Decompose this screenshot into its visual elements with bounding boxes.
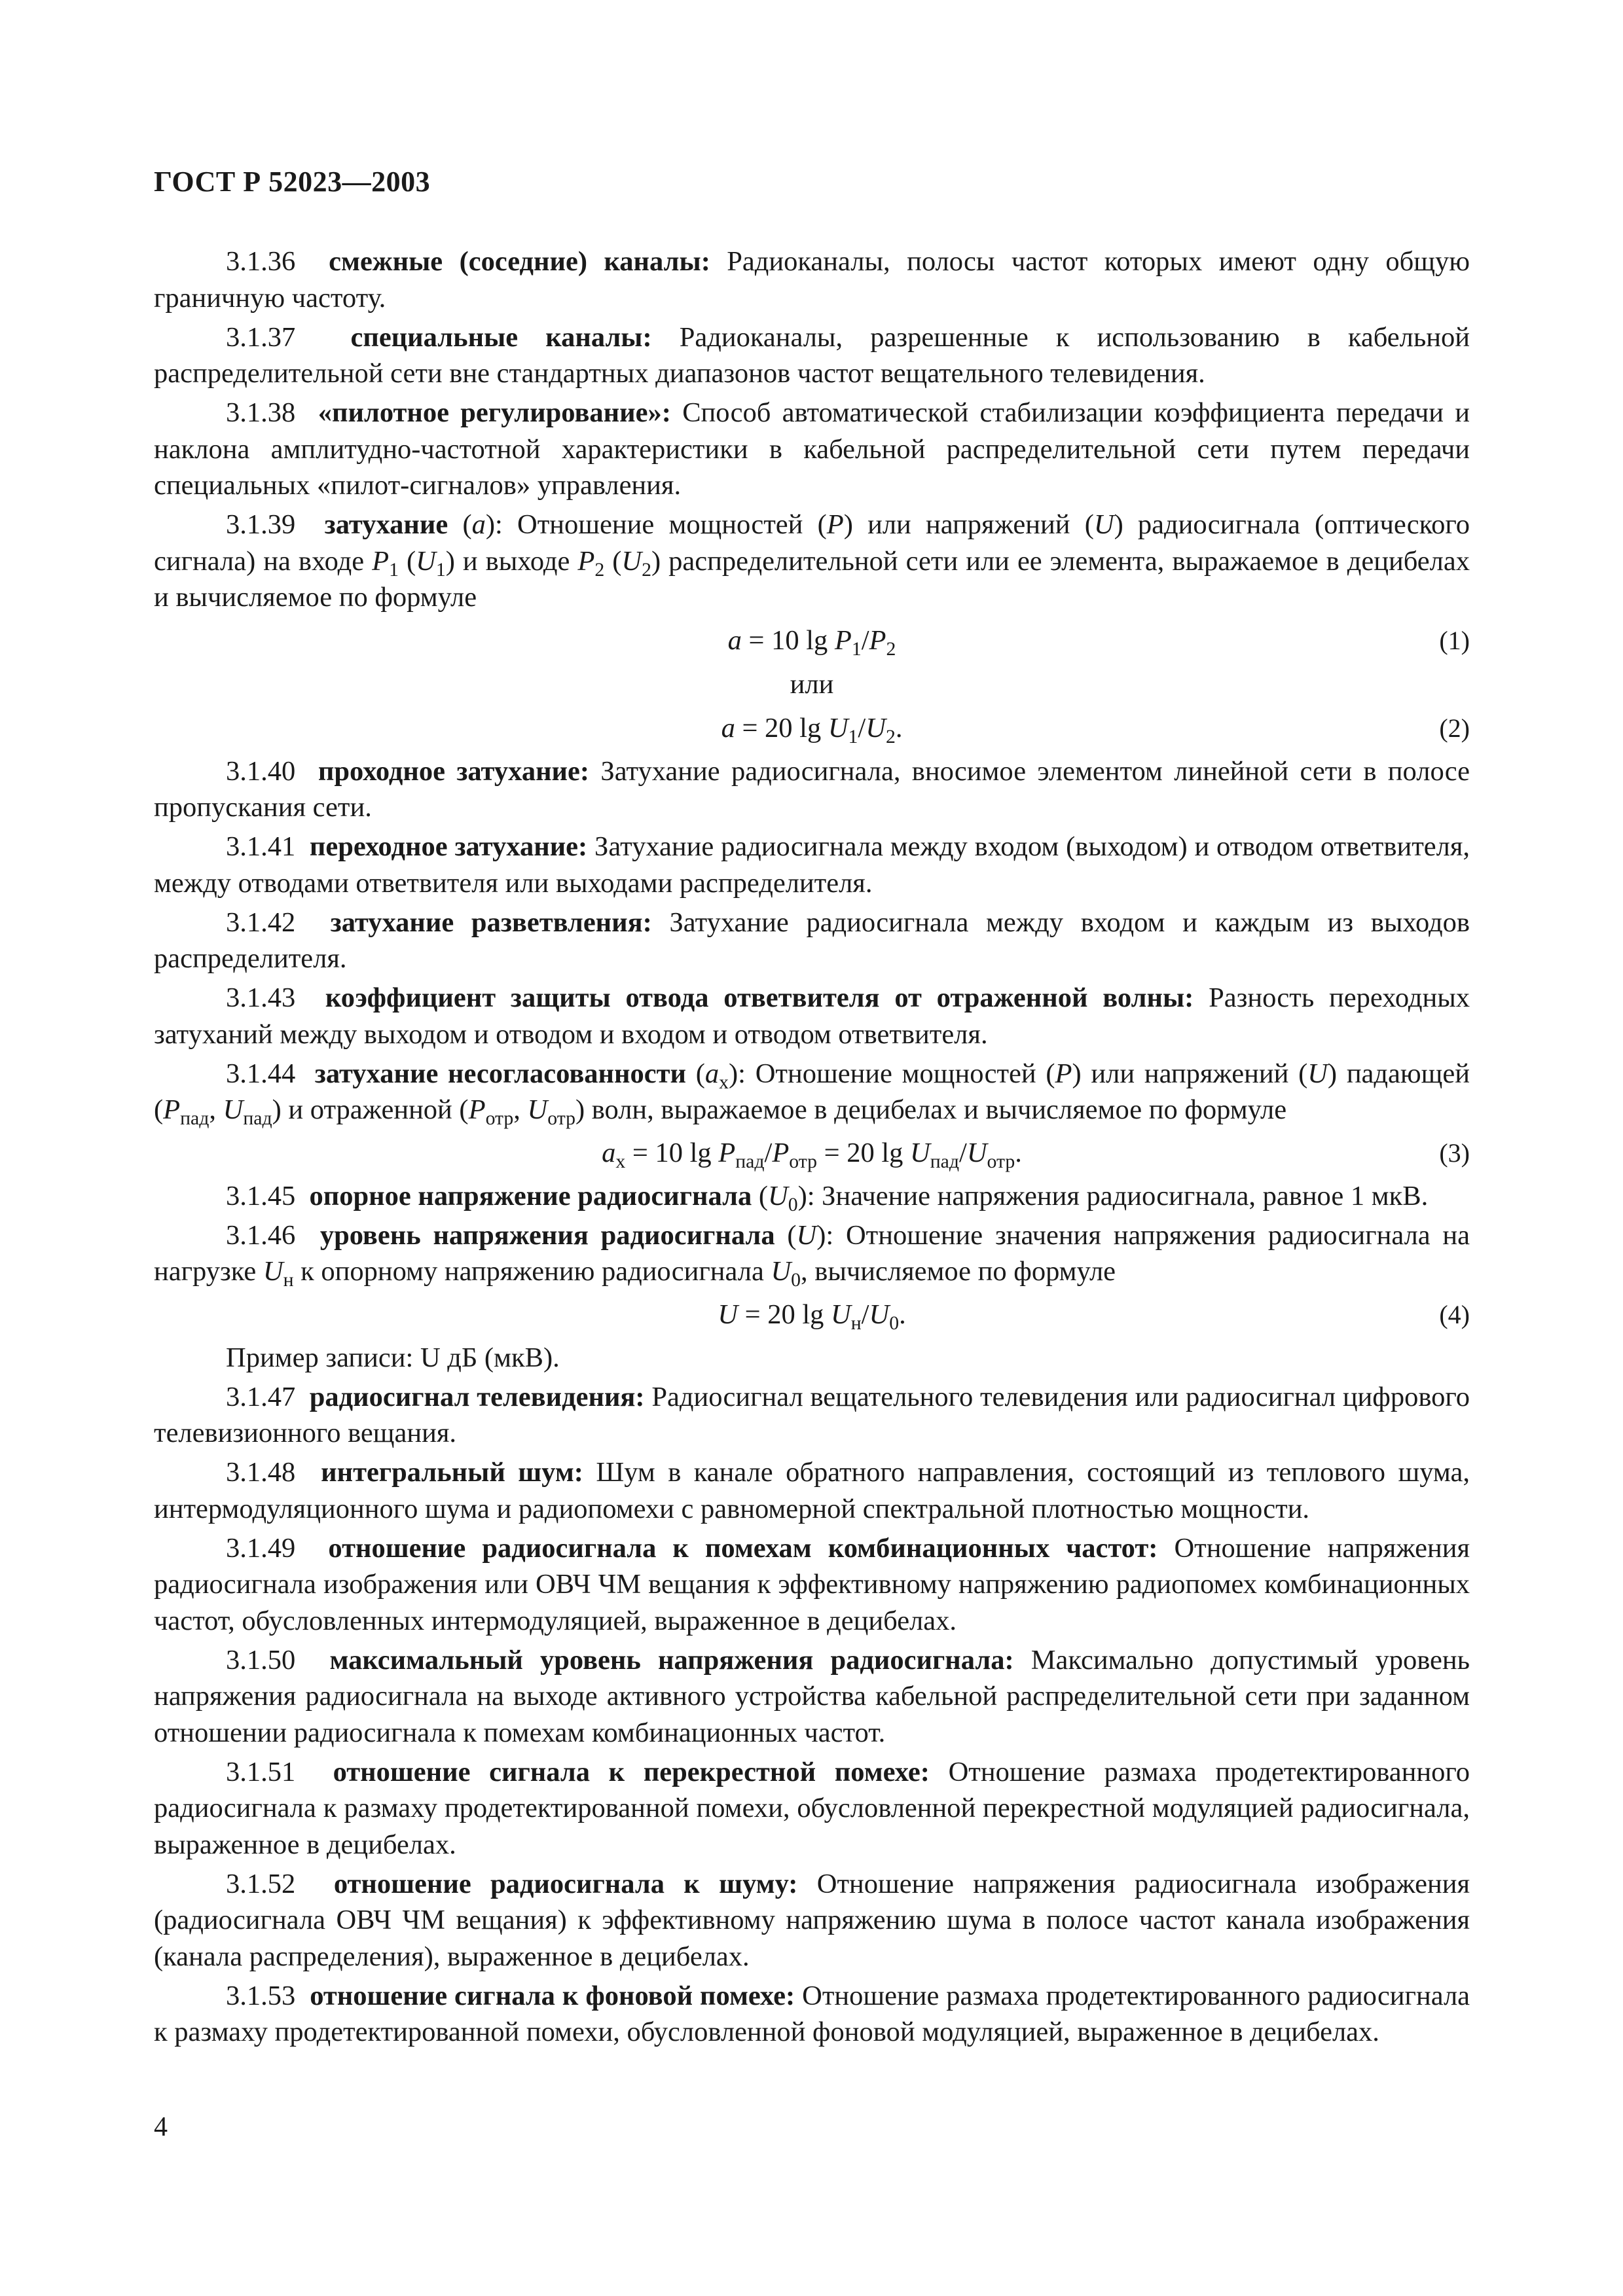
page-number: 4: [154, 2112, 168, 2142]
definition-3-1-44: 3.1.44 затухание несогласованности $(a_х)$: Отношение мощностей (P) или напряжений (U) падающей ($P_{пад}$, $U_{пад}$) и отраженной ($P_{отр}$, $U_{отр}$) волн, выражаемое в децибелах и вычисляемое по формуле: [154, 1058, 1470, 1129]
formula-4: U = 20 $\lg U_н/U_0$. (4): [718, 1299, 1470, 1334]
definition-3-1-38: 3.1.38 «пилотное регулирование»: Способ автоматической стабилизации коэффициента передачи и наклона амплитудно-частотной характеристики в кабельной распределительной сети путем передачи специальных «пилот-сигналов» управления.: [154, 397, 1470, 501]
formula-1: a = 10 $\lg P_1/P_2$ (1): [727, 624, 1470, 660]
definition-3-1-36: 3.1.36 смежные (соседние) каналы: Радиоканалы, полосы частот которых имеют одну общую граничную частоту.: [154, 246, 1470, 314]
definition-3-1-41: 3.1.41 переходное затухание: Затухание радиосигнала между входом (выходом) и отводом ответвителя, между отводами ответвителя или выходами распределителя.: [154, 831, 1470, 899]
definition-3-1-49: 3.1.49 отношение радиосигнала к помехам комбинационных частот: Отношение напряжения радиосигнала изображения или ОВЧ ЧМ вещания к эффективному напряжению радиопомех комбинационных частот, обусловленных интермодуляцией, выраженное в децибелах.: [154, 1532, 1470, 1636]
formula-3: $a_х = 10$ $\lg P_{пад}/P_{отр} = 20$ $\lg U_{пад}/U_{отр}$. (3): [602, 1137, 1470, 1172]
definition-3-1-50: 3.1.50 максимальный уровень напряжения радиосигнала: Максимально допустимый уровень напряжения радиосигнала на выходе активного устройства кабельной распределительной сети при заданном отношении радиосигнала к помехам комбинационных частот.: [154, 1644, 1470, 1748]
definition-3-1-48: 3.1.48 интегральный шум: Шум в канале обратного направления, состоящий из теплового шума, интермодуляционного шума и радиопомехи с равномерной спектральной плотностью мощности.: [154, 1457, 1470, 1524]
definition-3-1-39: 3.1.39 затухание (a): Отношение мощностей (P) или напряжений (U) радиосигнала (оптического сигнала) на входе $P_1$ $(U_1)$ и выходе $P_2$ $(U_2)$ распределительной сети или ее элемента, выражаемое в децибелах и вычисляемое по формуле: [154, 509, 1470, 613]
formula-2: a = 20 $\lg U_1/U_2$. (2): [721, 712, 1470, 747]
definition-3-1-51: 3.1.51 отношение сигнала к перекрестной помехе: Отношение размаха продетектированного радиосигнала к размаху продетектированной помехи, обусловленной перекрестной модуляцией радиосигнала, выраженное в децибелах.: [154, 1756, 1470, 1860]
document-body: [154, 243, 1470, 2053]
definition-3-1-46: 3.1.46 уровень напряжения радиосигнала (U): Отношение значения напряжения радиосигнала на нагрузке $U_н$ к опорному напряжению радиосигнала $U_0$, вычисляемое по формуле: [154, 1219, 1470, 1291]
formula-or-word: или: [790, 668, 834, 700]
document-code-header: ГОСТ Р 52023—2003: [154, 166, 431, 198]
definition-3-1-53: 3.1.53 отношение сигнала к фоновой помехе: Отношение размаха продетектированного радиосигнала к размаху продетектированной помехи, обусловленной фоновой модуляцией, выраженное в децибелах.: [154, 1980, 1470, 2047]
definition-3-1-45: 3.1.45 опорное напряжение радиосигнала $(U_0)$: Значение напряжения радиосигнала, равное 1 мкВ.: [226, 1180, 1429, 1215]
definition-3-1-52: 3.1.52 отношение радиосигнала к шуму: Отношение напряжения радиосигнала изображения (радиосигнала ОВЧ ЧМ вещания) к эффективному напряжению шума в полосе частот канала изображения (канала распределения), выраженное в децибелах.: [154, 1868, 1470, 1972]
example-note: Пример записи: U дБ (мкВ).: [226, 1342, 560, 1373]
definition-3-1-47: 3.1.47 радиосигнал телевидения: Радиосигнал вещательного телевидения или радиосигнал цифрового телевизионного вещания.: [154, 1381, 1470, 1448]
definition-3-1-40: 3.1.40 проходное затухание: Затухание радиосигнала, вносимое элементом линейной сети в полосе пропускания сети.: [154, 755, 1470, 823]
definition-3-1-43: 3.1.43 коэффициент защиты отвода ответвителя от отраженной волны: Разность переходных затуханий между выходом и отводом и входом и отводом ответвителя.: [154, 982, 1470, 1050]
definition-3-1-37: 3.1.37 специальные каналы: Радиоканалы, разрешенные к использованию в кабельной распределительной сети вне стандартных диапазонов частот вещательного телевидения.: [154, 321, 1470, 389]
definition-3-1-42: 3.1.42 затухание разветвления: Затухание радиосигнала между входом и каждым из выходов распределителя.: [154, 906, 1470, 974]
